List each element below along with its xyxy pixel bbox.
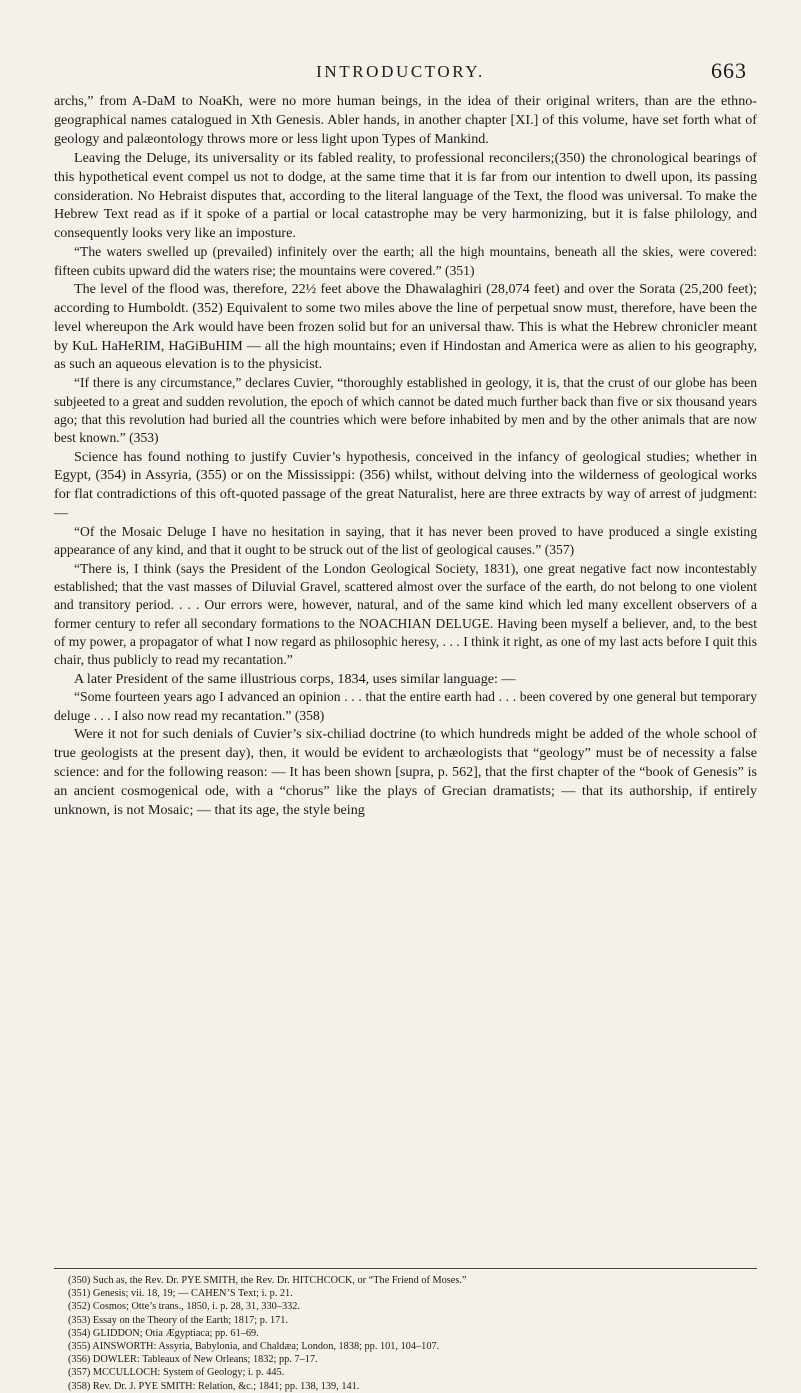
quotation: “If there is any circumstance,” declares Cuvier, “thoroughly established in geology, it is, that the crust of our globe has been subjeeted to a great and sudden revolution, the epoch of which cannot be dated much further back than five or six thousand years ago; that this revolution had buried all the countries which were before inhabited by men and by the other animals that are now best known.” (353) [54,375,757,446]
paragraph: archs,” from A-DaM to NoaKh, were no more human beings, in the idea of their original writers, than are the ethno-geographical names catalogued in Xth Genesis. Abler hands, in another chapter [XI.] of this volume, have set forth what of geology and palæontology throws more or less light upon Types of Mankind. [54,93,757,147]
page-number: 663 [711,58,747,83]
footnote-divider [54,1268,757,1269]
footnote: (354) GLIDDON; Otia Ægyptiaca; pp. 61–69. [68,1327,259,1339]
quotation: “Of the Mosaic Deluge I have no hesitation in saying, that it has never been proved to have produced a single existing appearance of any kind, and that it ought to be struck out of the list of geological causes.” (357) [54,524,757,558]
page-header [0,58,801,88]
paragraph: A later President of the same illustrious corps, 1834, uses similar language: — [74,670,516,687]
footnotes [68,1274,758,1393]
footnote: (352) Cosmos; Otte’s trans., 1850, i. p. 28, 31, 330–332. [68,1301,300,1313]
paragraph: The level of the flood was, therefore, 22½ feet above the Dhawalaghiri (28,074 feet) and over the Sorata (25,200 feet); according to Humboldt. (352) Equivalent to some two miles above the line of perpetual snow must, therefore, have been the level whereupon the Ark would have been frozen solid but for an universal thaw. This is what the Hebrew chronicler meant by KuL HaHeRIM, HaGiBuHIM — all the high mountains; even if Hindostan and America were as alien to his geography, as such an aqueous elevation is to the physicist. [54,280,757,373]
quotation: “Some fourteen years ago I advanced an opinion . . . that the entire earth had . . . been covered by one general but temporary deluge . . . I also now read my recantation.” (358) [54,689,757,723]
footnote: (358) Rev. Dr. J. PYE SMITH: Relation, &c.; 1841; pp. 138, 139, 141. [68,1380,360,1392]
paragraph: Leaving the Deluge, its universality or its fabled reality, to professional reconcilers;(350) the chronological bearings of this hypothetical event compel us not to dodge, at the same time that it is far from our intention to dwell upon, its passing consideration. No Hebraist disputes that, according to the literal language of the Text, the flood was universal. To make the Hebrew Text read as if it spoke of a partial or local catastrophe may be very harmonizing, but it is false philology, and consequently looks very like an imposture. [54,149,757,242]
footnote: (353) Essay on the Theory of the Earth; 1817; p. 171. [68,1314,289,1326]
quotation: “The waters swelled up (prevailed) infinitely over the earth; all the high mountains, beneath all the skies, were covered: fifteen cubits upward did the waters rise; the mountains were covered.” (351) [54,244,757,278]
paragraph: Science has found nothing to justify Cuvier’s hypothesis, conceived in the infancy of geological studies; whether in Egypt, (354) in Assyria, (355) or on the Mississippi: (356) whilst, without delving into the wilderness of geological works for flat contradictions of this oft-quoted passage of the great Naturalist, here are three extracts by way of arrest of judgment: — [54,448,757,522]
body-text [54,92,757,820]
running-head: INTRODUCTORY. [316,62,485,81]
footnote: (356) DOWLER: Tableaux of New Orleans; 1832; pp. 7–17. [68,1354,318,1366]
footnote: (357) MCCULLOCH: System of Geology; i. p. 445. [68,1367,285,1379]
footnote: (350) Such as, the Rev. Dr. PYE SMITH, the Rev. Dr. HITCHCOCK, or “The Friend of Moses.” [68,1275,467,1286]
footnote: (351) Genesis; vii. 18, 19; — CAHEN’S Text; i. p. 21. [68,1288,293,1300]
paragraph: Were it not for such denials of Cuvier’s six-chiliad doctrine (to which hundreds might be added of the whole school of true geologists at the present day), then, it would be evident to archæologists that “geology” must be of necessity a false science: and for the following reason: — It has been shown [supra, p. 562], that the first chapter of the “book of Genesis” is an ancient cosmogenical ode, with a “chorus” like the plays of Grecian dramatists; — that its authorship, if entirely unknown, is not Mosaic; — that its age, the style being [54,726,757,818]
footnote: (355) AINSWORTH: Assyria, Babylonia, and Chaldæa; London, 1838; pp. 101, 104–107. [68,1341,440,1353]
quotation: “There is, I think (says the President of the London Geological Society, 1831), one great negative fact now incontestably established; that the vast masses of Diluvial Gravel, scattered almost over the surface of the earth, do not belong to one violent and transitory period. . . . Our errors were, however, natural, and of the same kind which led many excellent observers of a former century to refer all secondary formations to the NOACHIAN DELUGE. Having been myself a believer, and, to the best of my power, a propagator of what I now regard as philosophic heresy, . . . I think it right, as one of my last acts before I quit this chair, thus publicly to read my recantation.” [54,560,757,668]
